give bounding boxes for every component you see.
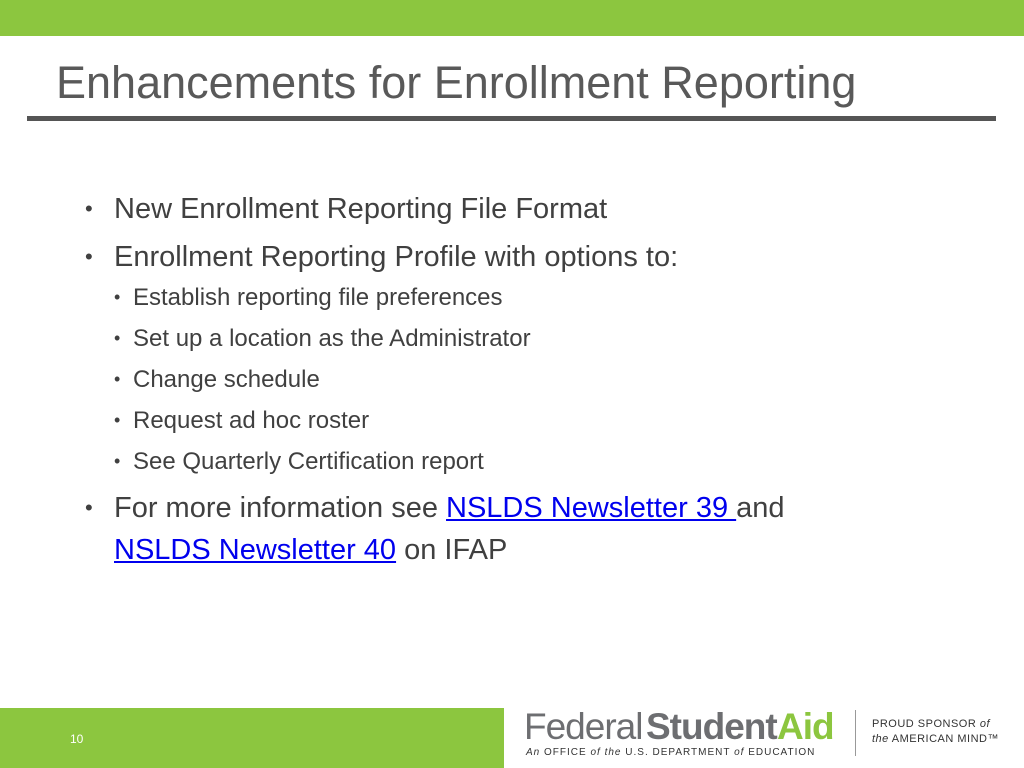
bullet-icon: • <box>114 369 121 389</box>
bullet-icon: • <box>114 410 121 430</box>
nslds-newsletter-40-link[interactable]: NSLDS Newsletter 40 <box>114 534 397 566</box>
bullet-text: New Enrollment Reporting File Format <box>114 193 608 225</box>
page-number: 10 <box>70 732 84 746</box>
bullet-text-suffix: on IFAP <box>396 534 508 566</box>
sub-bullet-text: Request ad hoc roster <box>133 407 370 434</box>
sub-bullet-item <box>85 282 965 313</box>
sub-bullet-item <box>85 446 965 477</box>
bullet-icon: • <box>114 328 121 348</box>
bullet-text: Enrollment Reporting Profile with options to: <box>114 241 679 273</box>
logo-word-federal: Federal <box>524 706 643 747</box>
bullet-icon: • <box>85 196 93 221</box>
bullet-icon: • <box>114 451 121 471</box>
sub-bullet-text: Set up a location as the Administrator <box>133 325 531 352</box>
sub-bullet-text: Change schedule <box>133 366 320 393</box>
title-underline <box>27 116 996 121</box>
top-accent-bar <box>0 0 1024 36</box>
sub-bullet-text: See Quarterly Certification report <box>133 448 484 475</box>
slide-content <box>85 190 965 581</box>
bullet-item <box>85 238 965 276</box>
logo-word-student: Student <box>646 706 777 747</box>
bullet-item <box>85 190 965 228</box>
logo-word-aid: Aid <box>777 706 834 747</box>
bullet-icon: • <box>85 495 93 520</box>
federal-student-aid-logo <box>524 706 844 762</box>
sub-bullet-item <box>85 323 965 354</box>
sub-bullet-item <box>85 364 965 395</box>
bullet-text-middle: and <box>736 492 785 524</box>
bullet-text-prefix: For more information see <box>114 492 447 524</box>
bullet-item <box>85 487 965 571</box>
sub-bullet-text: Establish reporting file preferences <box>133 284 503 311</box>
bullet-icon: • <box>85 244 93 269</box>
slide-title: Enhancements for Enrollment Reporting <box>56 57 857 108</box>
sponsor-text: PROUD SPONSOR of the AMERICAN MIND™ <box>872 718 999 745</box>
nslds-newsletter-39-link[interactable]: NSLDS Newsletter 39 <box>446 492 737 524</box>
logo-tagline: An OFFICE of the U.S. DEPARTMENT of EDUCATION <box>526 747 816 758</box>
bullet-icon: • <box>114 287 121 307</box>
footer-divider <box>855 710 856 756</box>
sub-bullet-item <box>85 405 965 436</box>
